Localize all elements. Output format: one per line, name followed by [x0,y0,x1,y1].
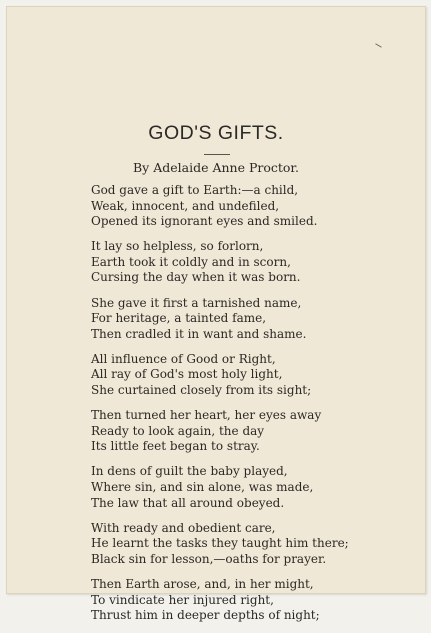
poem-line: Ready to look again, the day [91,423,265,438]
stanza [91,183,391,230]
poem-line: Then cradled it in want and shame. [91,326,307,341]
document-page [6,6,426,623]
poem-line: Then Earth arose, and, in her might, [91,576,314,591]
poem-body [91,183,391,633]
poem-line: To vindicate her injured right, [91,592,274,607]
poem-line: God gave a gift to Earth:—a child, [91,183,299,197]
pencil-mark [375,43,382,47]
poem-line: Weak, innocent, and undefiled, [91,198,280,213]
stanza [91,239,391,286]
stanza [91,577,391,624]
poem-line: Earth took it coldly and in scorn, [91,254,291,269]
stanza [91,464,391,511]
poem-line: Cursing the day when it was born. [91,270,301,285]
poem-line: In dens of guilt the baby played, [91,464,288,479]
poem-line: Then turned her heart, her eyes away [91,408,322,423]
poem-line: Thrust him in deeper depths of night; [91,608,320,623]
stanza [91,521,391,568]
stanza [91,408,391,455]
title-divider [204,154,230,155]
stanza [91,352,391,399]
poem-line: All ray of God's most holy light, [91,367,283,382]
poem-line: It lay so helpless, so forlorn, [91,239,264,254]
poem-title: GOD'S GIFTS. [148,122,284,144]
poem-line: With ready and obedient care, [91,520,276,535]
poem-line: He learnt the tasks they taught him there; [91,536,349,551]
poem-line: She gave it first a tarnished name, [91,295,302,310]
poem-line: Where sin, and sin alone, was made, [91,480,314,494]
poem-line: All influence of Good or Right, [91,351,276,366]
poem-line: She curtained closely from its sight; [91,383,312,398]
poem-line: The law that all around obeyed. [91,495,285,510]
poem-line: Its little feet began to stray. [91,439,260,454]
stanza [91,296,391,343]
author-byline: By Adelaide Anne Proctor. [132,160,299,175]
poem-line: Opened its ignorant eyes and smiled. [91,214,318,229]
poem-line: Black sin for lesson,—oaths for prayer. [91,551,327,566]
poem-line: For heritage, a tainted fame, [91,311,267,326]
